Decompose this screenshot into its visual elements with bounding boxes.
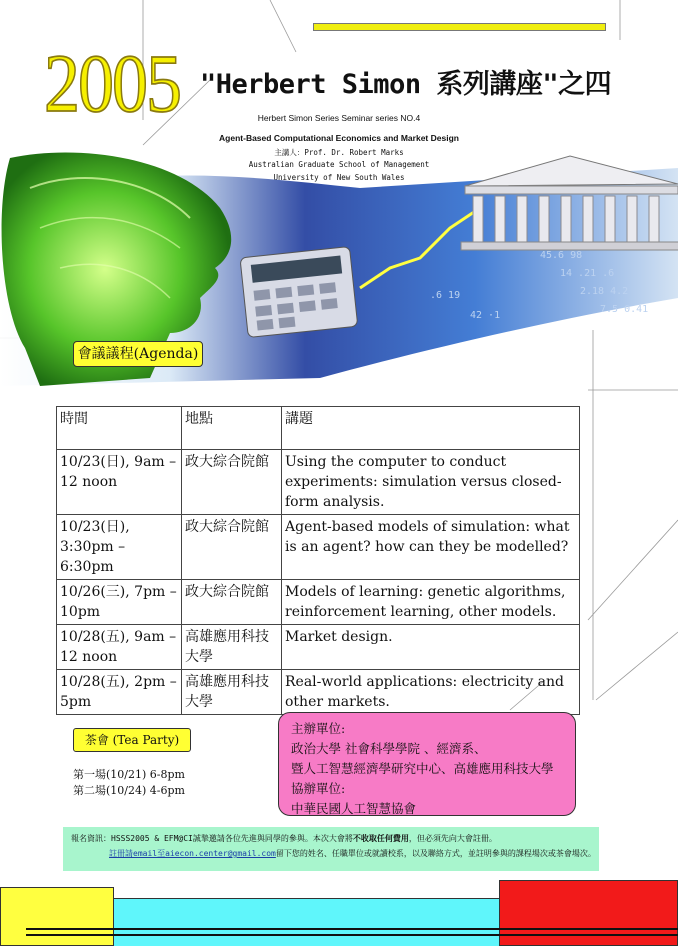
agenda-time: 10/23(日), 9am – 12 noon [57,450,182,515]
co-host: 中華民國人工智慧協會 [291,801,417,816]
agenda-header-row [57,407,580,450]
agenda-topic: Real-world applications: electricity and other markets. [282,670,580,715]
host-label: 主辦單位: [291,721,346,736]
registration-line-2: 註冊請email至aiecon.center@gmail.com留下您的姓名、任職單位或就讀校系，以及聯絡方式，並註明參與的課程場次或茶會場次。 [109,849,596,858]
footer-rule-1 [26,928,678,930]
top-accent-bar [313,23,606,31]
svg-text:42 ·1: 42 ·1 [470,310,501,321]
agenda-topic: Models of learning: genetic algorithms, reinforcement learning, other models. [282,580,580,625]
svg-text:2.18 4.2: 2.18 4.2 [580,286,629,297]
speaker-affiliation-university: University of New South Wales [273,173,405,182]
registration-info [63,827,599,871]
table-row [57,450,580,515]
tea-session-2: 第二場(10/24) 4-6pm [73,784,185,797]
footer-rule-2 [26,934,678,936]
agenda-time: 10/28(五), 9am – 12 noon [57,625,182,670]
tea-session-1: 第一場(10/21) 6-8pm [73,768,185,781]
agenda-header-time: 時間 [57,407,182,450]
seminar-topic: Agent-Based Computational Economics and Market Design [219,133,459,143]
footer-yellow-block [0,887,114,946]
agenda-header-place: 地點 [182,407,282,450]
svg-text:45.6 98: 45.6 98 [540,250,583,261]
svg-text:7.5 0.41: 7.5 0.41 [600,304,649,315]
footer-red-block [499,880,678,946]
speaker-affiliation-school: Australian Graduate School of Management [248,160,430,169]
agenda-place: 高雄應用科技大學 [182,625,282,670]
agenda-label: 會議議程(Agenda) [73,341,203,367]
co-host-label: 協辦單位: [291,781,346,796]
agenda-time: 10/26(三), 7pm – 10pm [57,580,182,625]
agenda-table [56,406,580,715]
footer-cyan-block [114,898,500,946]
table-row [57,580,580,625]
series-subtitle: Herbert Simon Series Seminar series NO.4 [257,113,421,123]
registration-email-link[interactable]: 註冊請email至aiecon.center@gmail.com [109,849,276,858]
agenda-place: 政大綜合院館 [182,580,282,625]
agenda-place: 政大綜合院館 [182,515,282,580]
organizers-box [278,712,576,816]
host-line-1: 政治大學 社會科學學院 、經濟系、 [291,741,487,756]
table-row [57,625,580,670]
host-line-2: 暨人工智慧經濟學研究中心、高雄應用科技大學 [291,761,554,776]
agenda-place: 高雄應用科技大學 [182,670,282,715]
speaker-name: 主講人：Prof. Dr. Robert Marks [274,148,404,157]
free-of-charge-note: 不收取任何費用 [352,834,409,843]
agenda-time: 10/28(五), 2pm – 5pm [57,670,182,715]
agenda-time: 10/23(日), 3:30pm – 6:30pm [57,515,182,580]
svg-text:.6 19: .6 19 [430,290,461,301]
table-row [57,515,580,580]
agenda-topic: Agent-based models of simulation: what is an agent? how can they be modelled? [282,515,580,580]
agenda-place: 政大綜合院館 [182,450,282,515]
agenda-topic: Market design. [282,625,580,670]
agenda-topic: Using the computer to conduct experiments: simulation versus closed-form analysis. [282,450,580,515]
registration-line-1: 報名資訊：HSSS2005 & EFM@CI誠摯邀請各位先進與同學的參與。本次大會將不收取任何費用，但必須先向大會註冊。 [71,834,497,843]
svg-text:14 .21 .6: 14 .21 .6 [560,268,615,279]
tea-party-label: 茶會 (Tea Party) [73,728,191,752]
page-title: "Herbert Simon 系列講座"之四 [200,69,612,100]
table-row [57,670,580,715]
agenda-header-topic: 講題 [282,407,580,450]
year-heading: 2005 [44,37,180,130]
